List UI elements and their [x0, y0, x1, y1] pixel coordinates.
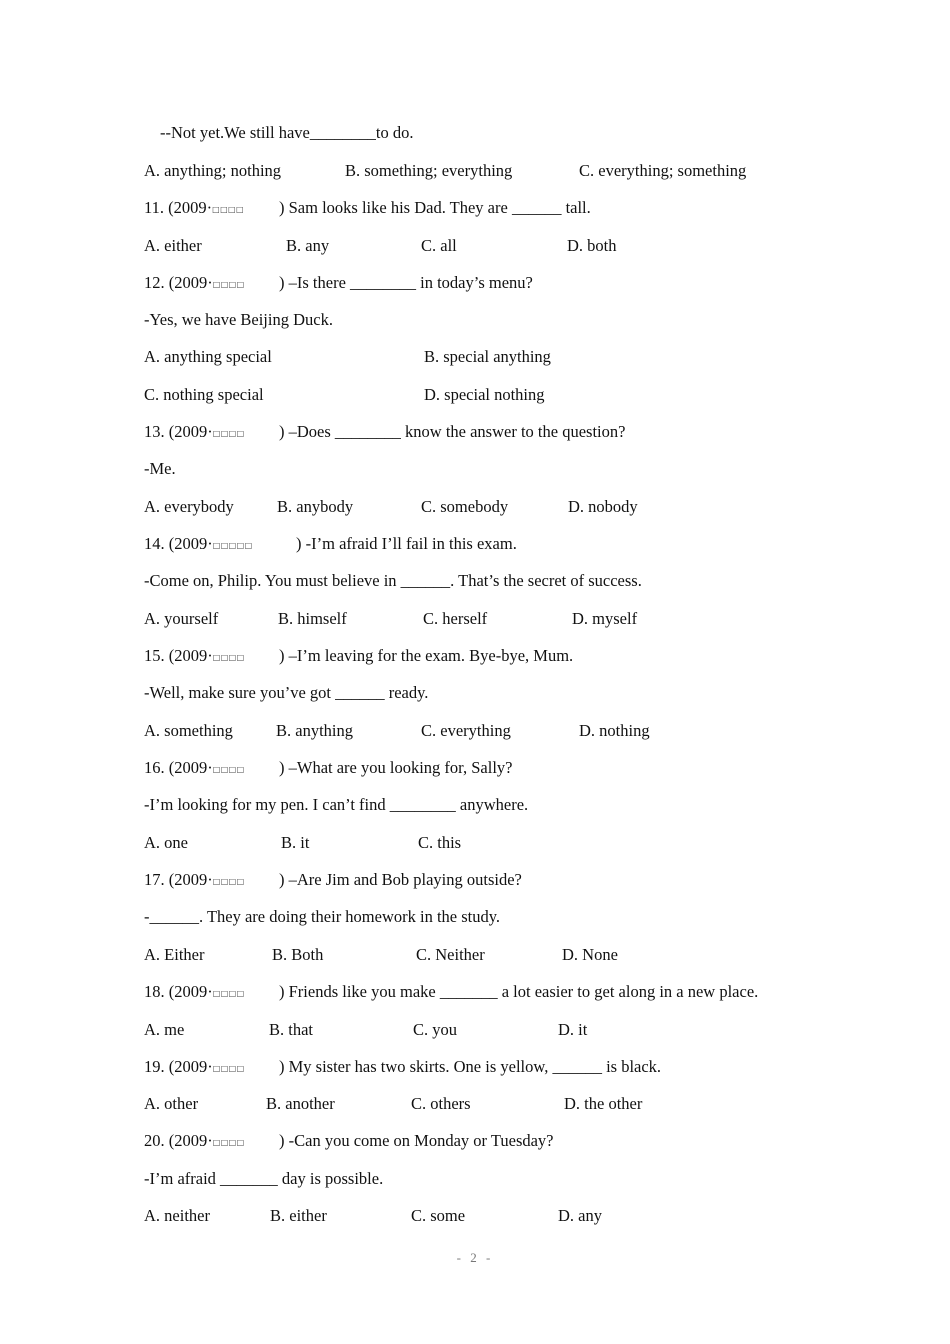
question-13	[144, 422, 626, 444]
question-source-place: □□□□	[212, 1138, 245, 1147]
question-17-option-c: C. Neither	[416, 945, 485, 964]
question-20-dialogue: -I’m afraid _______ day is possible.	[144, 1169, 384, 1188]
question-source-year: (2009·	[168, 422, 213, 441]
question-source-place: □□□□	[212, 989, 245, 998]
question-stem: ) -I’m afraid I’ll fail in this exam.	[296, 534, 517, 553]
question-number: 20.	[144, 1131, 165, 1150]
question-source-place: □□□□	[212, 653, 245, 662]
question-19	[144, 1057, 662, 1079]
question-18-option-c: C. you	[413, 1020, 458, 1039]
question-13-option-a: A. everybody	[144, 497, 234, 516]
question-18-option-b: B. that	[269, 1020, 313, 1039]
question-14-option-b: B. himself	[278, 609, 347, 628]
question-15-dialogue: -Well, make sure you’ve got ______ ready.	[144, 683, 429, 702]
question-number: 13.	[144, 422, 165, 441]
question-13-option-b: B. anybody	[277, 497, 354, 516]
question-source-year: (2009·	[168, 1131, 213, 1150]
question-17-option-d: D. None	[562, 945, 618, 964]
intro-option-c: C. everything; something	[579, 161, 747, 180]
question-source-place: □□□□□	[212, 541, 253, 550]
question-15-option-a: A. something	[144, 721, 233, 740]
question-stem: ) My sister has two skirts. One is yellow, ______ is black.	[279, 1057, 662, 1076]
question-12-option-d: D. special nothing	[424, 385, 545, 404]
question-number: 17.	[144, 870, 165, 889]
question-14-option-c: C. herself	[423, 609, 488, 628]
question-source-place: □□□□	[212, 1064, 245, 1073]
question-16-option-c: C. this	[418, 833, 462, 852]
question-stem: ) –What are you looking for, Sally?	[279, 758, 513, 777]
question-number: 12.	[144, 273, 165, 292]
question-source-year: (2009·	[168, 198, 213, 217]
question-15-option-b: B. anything	[276, 721, 353, 740]
question-20-option-a: A. neither	[144, 1206, 210, 1225]
question-13-option-c: C. somebody	[421, 497, 509, 516]
question-17-option-a: A. Either	[144, 945, 205, 964]
question-19-option-c: C. others	[411, 1094, 471, 1113]
question-stem: ) -Can you come on Monday or Tuesday?	[279, 1131, 554, 1150]
question-12-option-c: C. nothing special	[144, 385, 264, 404]
question-source-place: □□□□	[212, 765, 245, 774]
question-20-option-d: D. any	[558, 1206, 602, 1225]
page-number: - 2 -	[456, 1250, 494, 1265]
question-14-option-a: A. yourself	[144, 609, 219, 628]
intro-option-a: A. anything; nothing	[144, 161, 282, 180]
question-number: 14.	[144, 534, 165, 553]
question-source-place: □□□□	[212, 205, 244, 214]
question-20-option-b: B. either	[270, 1206, 327, 1225]
question-14-option-d: D. myself	[572, 609, 638, 628]
question-source-year: (2009·	[168, 758, 213, 777]
question-stem: ) –I’m leaving for the exam. Bye-bye, Mum.	[279, 646, 574, 665]
question-number: 16.	[144, 758, 165, 777]
question-number: 18.	[144, 982, 165, 1001]
question-17-dialogue: -______. They are doing their homework in the study.	[144, 907, 501, 926]
question-stem: ) –Is there ________ in today’s menu?	[279, 273, 533, 292]
question-source-year: (2009·	[168, 273, 213, 292]
question-number: 15.	[144, 646, 165, 665]
question-12-option-a: A. anything special	[144, 347, 272, 366]
question-stem: ) –Are Jim and Bob playing outside?	[279, 870, 522, 889]
question-17-option-b: B. Both	[272, 945, 324, 964]
question-19-option-d: D. the other	[564, 1094, 643, 1113]
question-source-year: (2009·	[168, 534, 213, 553]
question-source-year: (2009·	[168, 646, 213, 665]
question-18	[144, 982, 759, 1004]
question-19-option-a: A. other	[144, 1094, 199, 1113]
question-18-option-a: A. me	[144, 1020, 185, 1039]
question-source-place: □□□□	[212, 429, 245, 438]
question-source-place: □□□□	[212, 280, 245, 289]
question-11	[144, 198, 591, 220]
question-12-dialogue: -Yes, we have Beijing Duck.	[144, 310, 333, 329]
question-number: 11.	[144, 198, 165, 217]
question-18-option-d: D. it	[558, 1020, 588, 1039]
question-16-option-a: A. one	[144, 833, 188, 852]
intro-answer-line: --Not yet.We still have________to do.	[160, 123, 414, 142]
question-14	[144, 534, 517, 556]
question-14-dialogue: -Come on, Philip. You must believe in ______. That’s the secret of success.	[144, 571, 642, 590]
question-number: 19.	[144, 1057, 165, 1076]
question-15-option-d: D. nothing	[579, 721, 650, 740]
intro-option-b: B. something; everything	[345, 161, 513, 180]
question-source-year: (2009·	[168, 1057, 213, 1076]
question-source-year: (2009·	[168, 870, 213, 889]
question-16	[144, 758, 513, 780]
question-11-option-a: A. either	[144, 236, 202, 255]
question-15	[144, 646, 574, 668]
question-19-option-b: B. another	[266, 1094, 335, 1113]
question-source-year: (2009·	[168, 982, 213, 1001]
question-20	[144, 1131, 554, 1153]
question-12-option-b: B. special anything	[424, 347, 551, 366]
question-13-dialogue: -Me.	[144, 459, 176, 478]
question-11-option-c: C. all	[421, 236, 457, 255]
question-15-option-c: C. everything	[421, 721, 511, 740]
question-17	[144, 870, 522, 892]
question-11-option-b: B. any	[286, 236, 330, 255]
question-13-option-d: D. nobody	[568, 497, 638, 516]
question-11-option-d: D. both	[567, 236, 617, 255]
question-stem: ) Sam looks like his Dad. They are ______ tall.	[279, 198, 591, 217]
question-12	[144, 273, 533, 295]
question-20-option-c: C. some	[411, 1206, 466, 1225]
question-stem: ) Friends like you make _______ a lot easier to get along in a new place.	[279, 982, 759, 1001]
question-16-option-b: B. it	[281, 833, 310, 852]
question-source-place: □□□□	[212, 877, 245, 886]
question-stem: ) –Does ________ know the answer to the question?	[279, 422, 626, 441]
question-16-dialogue: -I’m looking for my pen. I can’t find ________ anywhere.	[144, 795, 529, 814]
